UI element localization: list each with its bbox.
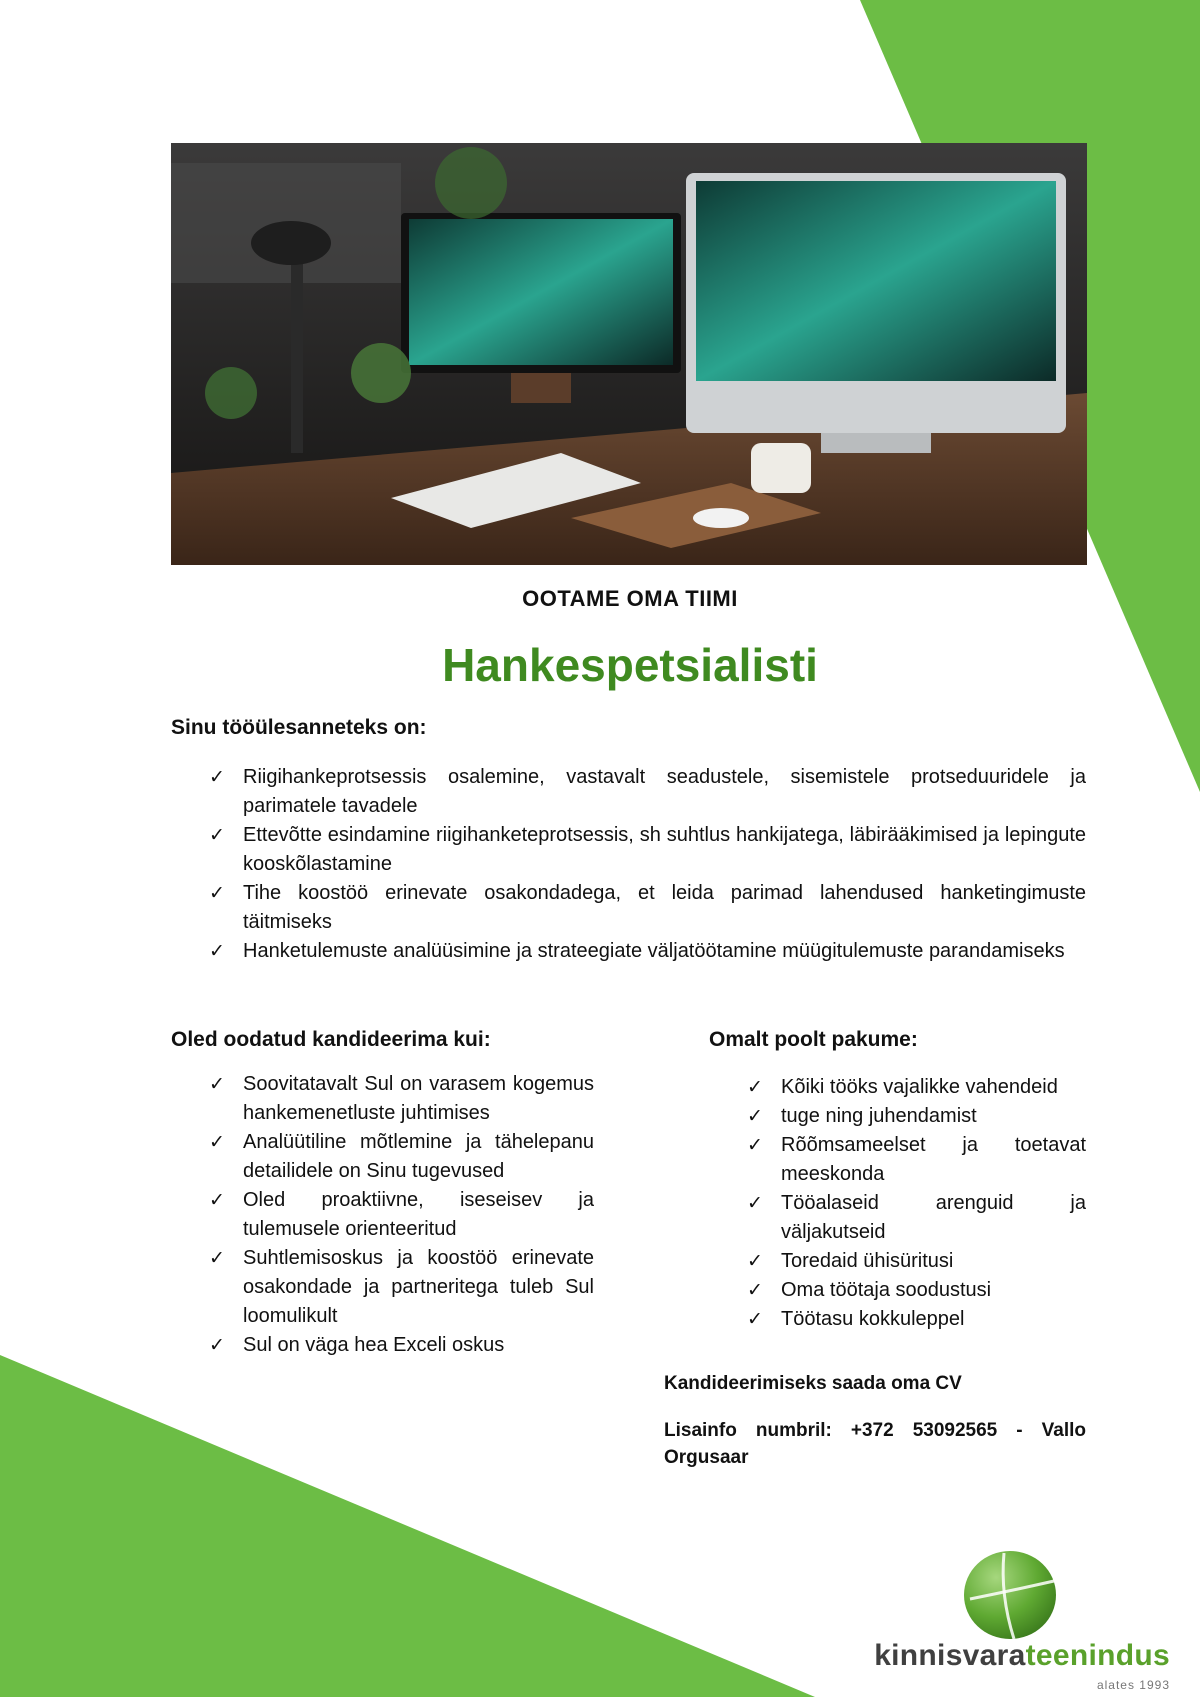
list-item: ✓ Toredaid ühisüritusi — [709, 1247, 1086, 1276]
list-item: ✓ Sul on väga hea Exceli oskus — [171, 1331, 594, 1360]
contact-text: Lisainfo numbril: +372 53092565 - Vallo Orgusaar — [664, 1420, 1086, 1468]
check-icon: ✓ — [209, 1074, 225, 1095]
check-icon: ✓ — [209, 1248, 225, 1269]
list-item: ✓ tuge ning juhendamist — [709, 1102, 1086, 1131]
check-icon: ✓ — [209, 883, 225, 904]
list-item: ✓ Riigihankeprotsessis osalemine, vastavalt seadustele, sisemistele protseduuridele ja parimatele tavadele — [171, 763, 1086, 821]
list-item: ✓ Analüütiline mõtlemine ja tähelepanu detailidele on Sinu tugevused — [171, 1128, 594, 1186]
green-corner-bottom-left — [0, 1355, 815, 1697]
logo-wordmark: kinnisvarateenindus — [874, 1639, 1170, 1672]
requirements-heading: Oled oodatud kandideerima kui: — [171, 1028, 491, 1051]
check-icon: ✓ — [747, 1309, 763, 1330]
offer-heading: Omalt poolt pakume: — [709, 1028, 918, 1051]
list-item: ✓ Soovitatavalt Sul on varasem kogemus hankemenetluste juhtimises — [171, 1070, 594, 1128]
desk-photo — [171, 143, 1087, 565]
list-item: ✓ Oma töötaja soodustusi — [709, 1276, 1086, 1305]
desk-photo-illustration — [171, 143, 1087, 565]
logo-globe-icon — [830, 1545, 1180, 1641]
check-icon: ✓ — [209, 1335, 225, 1356]
tasks-list — [171, 763, 1086, 966]
check-icon: ✓ — [209, 1190, 225, 1211]
requirements-list — [171, 1070, 594, 1360]
tasks-heading: Sinu tööülesanneteks on: — [171, 716, 427, 739]
list-item: ✓ Rõõmsameelset ja toetavat meeskonda — [709, 1131, 1086, 1189]
job-title: Hankespetsialisti — [442, 639, 818, 691]
list-item: ✓ Tööalaseid arenguid ja väljakutseid — [709, 1189, 1086, 1247]
list-item: ✓ Hanketulemuste analüüsimine ja strateegiate väljatöötamine müügitulemuste parandamiseks — [171, 937, 1086, 966]
list-item: ✓ Ettevõtte esindamine riigihanketeprotsessis, sh suhtlus hankijatega, läbirääkimised ja lepingute kooskõlastamine — [171, 821, 1086, 879]
logo-tagline: alates 1993 — [1096, 1678, 1170, 1692]
check-icon: ✓ — [747, 1135, 763, 1156]
list-item: ✓ Oled proaktiivne, iseseisev ja tulemusele orienteeritud — [171, 1186, 594, 1244]
list-item: ✓ Suhtlemisoskus ja koostöö erinevate osakondade ja partneritega tuleb Sul loomulikult — [171, 1244, 594, 1331]
check-icon: ✓ — [747, 1251, 763, 1272]
company-logo — [830, 1545, 1180, 1695]
check-icon: ✓ — [747, 1106, 763, 1127]
check-icon: ✓ — [209, 767, 225, 788]
list-item: ✓ Tihe koostöö erinevate osakondadega, et leida parimad lahendused hanketingimuste täitmiseks — [171, 879, 1086, 937]
check-icon: ✓ — [209, 941, 225, 962]
check-icon: ✓ — [209, 825, 225, 846]
kicker-text: OOTAME OMA TIIMI — [522, 586, 738, 611]
check-icon: ✓ — [209, 1132, 225, 1153]
offer-list — [709, 1073, 1086, 1334]
check-icon: ✓ — [747, 1077, 763, 1098]
check-icon: ✓ — [747, 1193, 763, 1214]
apply-text: Kandideerimiseks saada oma CV — [664, 1373, 962, 1394]
check-icon: ✓ — [747, 1280, 763, 1301]
list-item: ✓ Töötasu kokkuleppel — [709, 1305, 1086, 1334]
list-item: ✓ Kõiki tööks vajalikke vahendeid — [709, 1073, 1086, 1102]
